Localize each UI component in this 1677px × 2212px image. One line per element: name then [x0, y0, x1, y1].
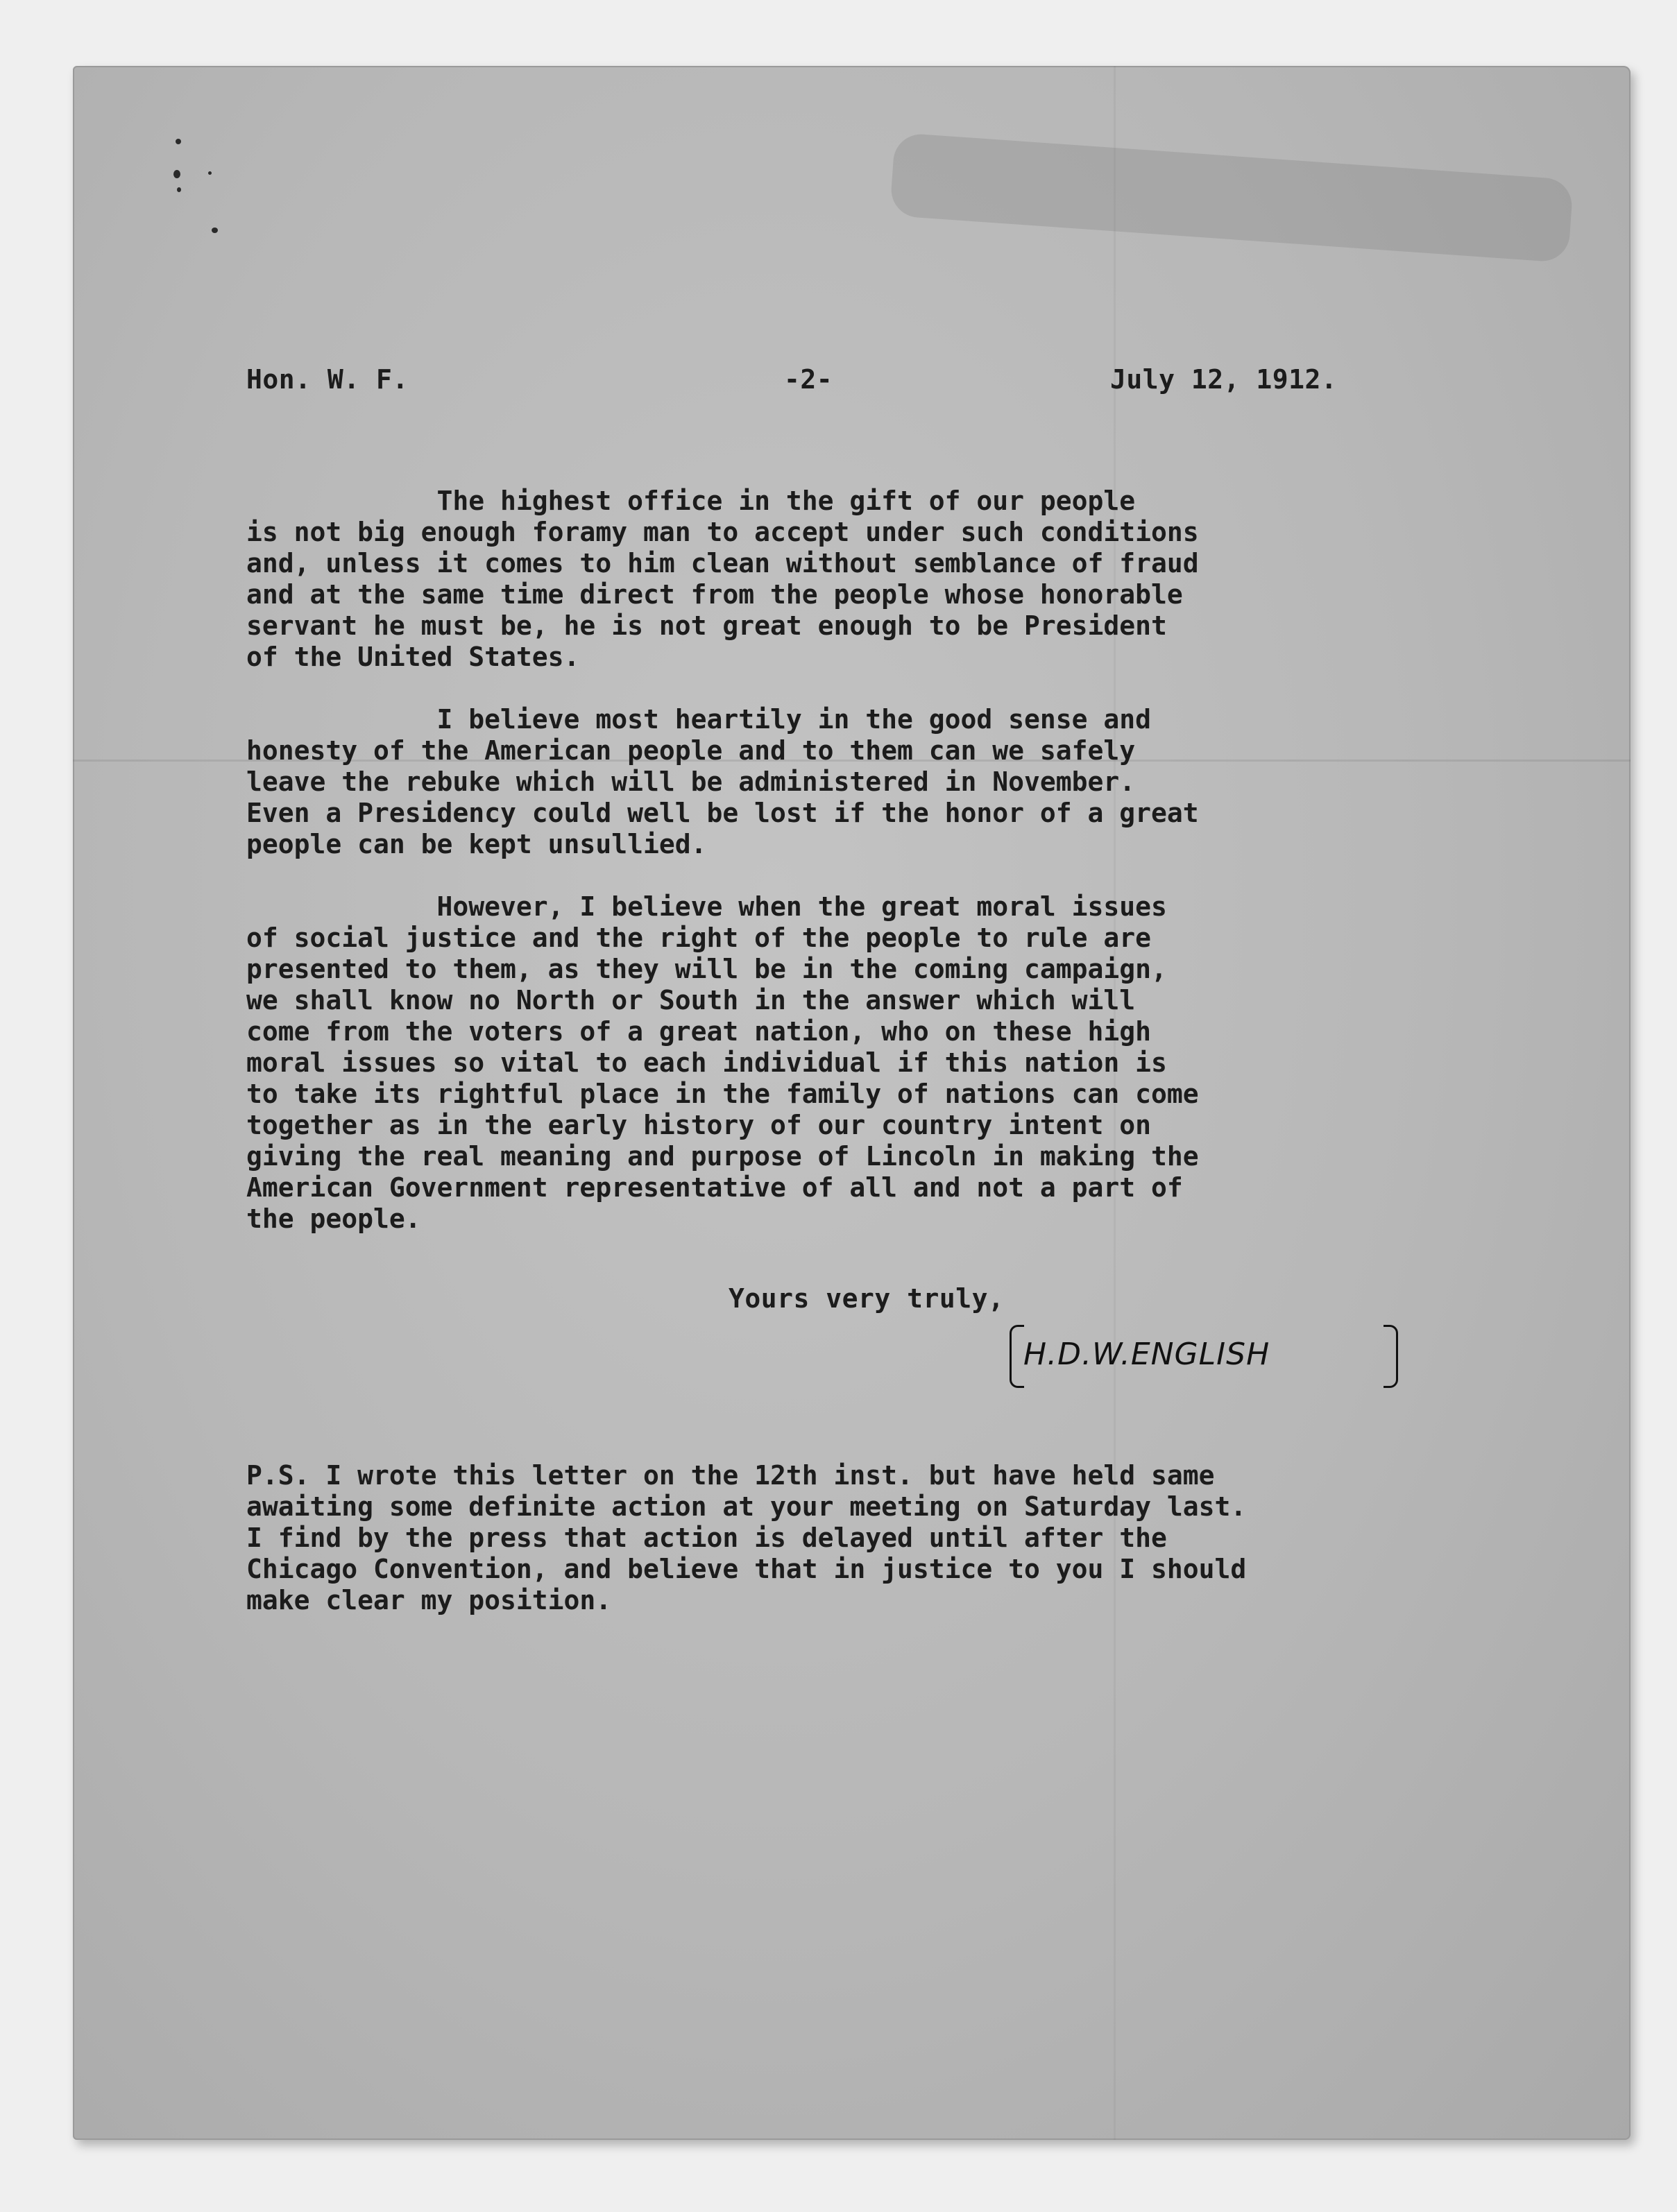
paragraph-line: people can be kept unsullied. [246, 829, 707, 859]
postscript-line: P.S. I wrote this letter on the 12th inst. but have held same [246, 1460, 1215, 1491]
ink-speck [208, 171, 212, 175]
paragraph-line: servant he must be, he is not great enough to be President [246, 610, 1167, 641]
header-page-number: -2- [784, 364, 833, 395]
paragraph-line: come from the voters of a great nation, who on these high [246, 1016, 1152, 1047]
paragraph-line: together as in the early history of our country intent on [246, 1110, 1152, 1140]
signature-bracket-right [1384, 1325, 1398, 1388]
postscript-line: make clear my position. [246, 1585, 612, 1615]
header-date: July 12, 1912. [1110, 364, 1338, 395]
paragraph-line: moral issues so vital to each individual if this nation is [246, 1047, 1167, 1078]
ink-speck [176, 139, 181, 144]
paragraph-line: honesty of the American people and to them can we safely [246, 735, 1136, 766]
postscript-line: Chicago Convention, and believe that in justice to you I should [246, 1554, 1247, 1584]
paragraph-line: the people. [246, 1203, 421, 1234]
paragraph-2 [246, 704, 1426, 860]
signature: H.D.W.ENGLISH [1023, 1337, 1270, 1372]
paragraph-1 [246, 486, 1426, 673]
paragraph-line: The highest office in the gift of our people [246, 486, 1136, 516]
paragraph-3 [246, 891, 1426, 1235]
paragraph-line: I believe most heartily in the good sense and [246, 704, 1152, 735]
faint-stamp-mark [889, 132, 1574, 263]
paragraph-line: of the United States. [246, 642, 580, 672]
paragraph-line: we shall know no North or South in the answer which will [246, 985, 1136, 1015]
paragraph-line: of social justice and the right of the people to rule are [246, 923, 1152, 953]
header-addressee: Hon. W. F. [246, 364, 409, 395]
paragraph-line: is not big enough foramy man to accept under such conditions [246, 517, 1199, 547]
paragraph-line: and, unless it comes to him clean without semblance of fraud [246, 548, 1199, 578]
paragraph-line: Even a Presidency could well be lost if the honor of a great [246, 798, 1199, 828]
ink-speck [177, 187, 181, 192]
paragraph-line: and at the same time direct from the people whose honorable [246, 579, 1183, 610]
postscript-line: I find by the press that action is delayed until after the [246, 1523, 1167, 1553]
signature-block [1010, 1321, 1398, 1391]
paragraph-line: American Government representative of all and not a part of [246, 1172, 1183, 1203]
paragraph-line: to take its rightful place in the family of nations can come [246, 1079, 1199, 1109]
closing-salutation: Yours very truly, [729, 1283, 1005, 1314]
postscript-line: awaiting some definite action at your meeting on Saturday last. [246, 1491, 1247, 1522]
postscript [246, 1460, 1426, 1616]
paragraph-line: presented to them, as they will be in the coming campaign, [246, 954, 1167, 984]
signature-bracket-left [1010, 1325, 1024, 1388]
paragraph-line: giving the real meaning and purpose of Lincoln in making the [246, 1141, 1199, 1172]
ink-speck [173, 170, 180, 178]
paragraph-line: However, I believe when the great moral issues [246, 891, 1167, 922]
ink-speck [212, 228, 218, 233]
paragraph-line: leave the rebuke which will be administered in November. [246, 766, 1136, 797]
